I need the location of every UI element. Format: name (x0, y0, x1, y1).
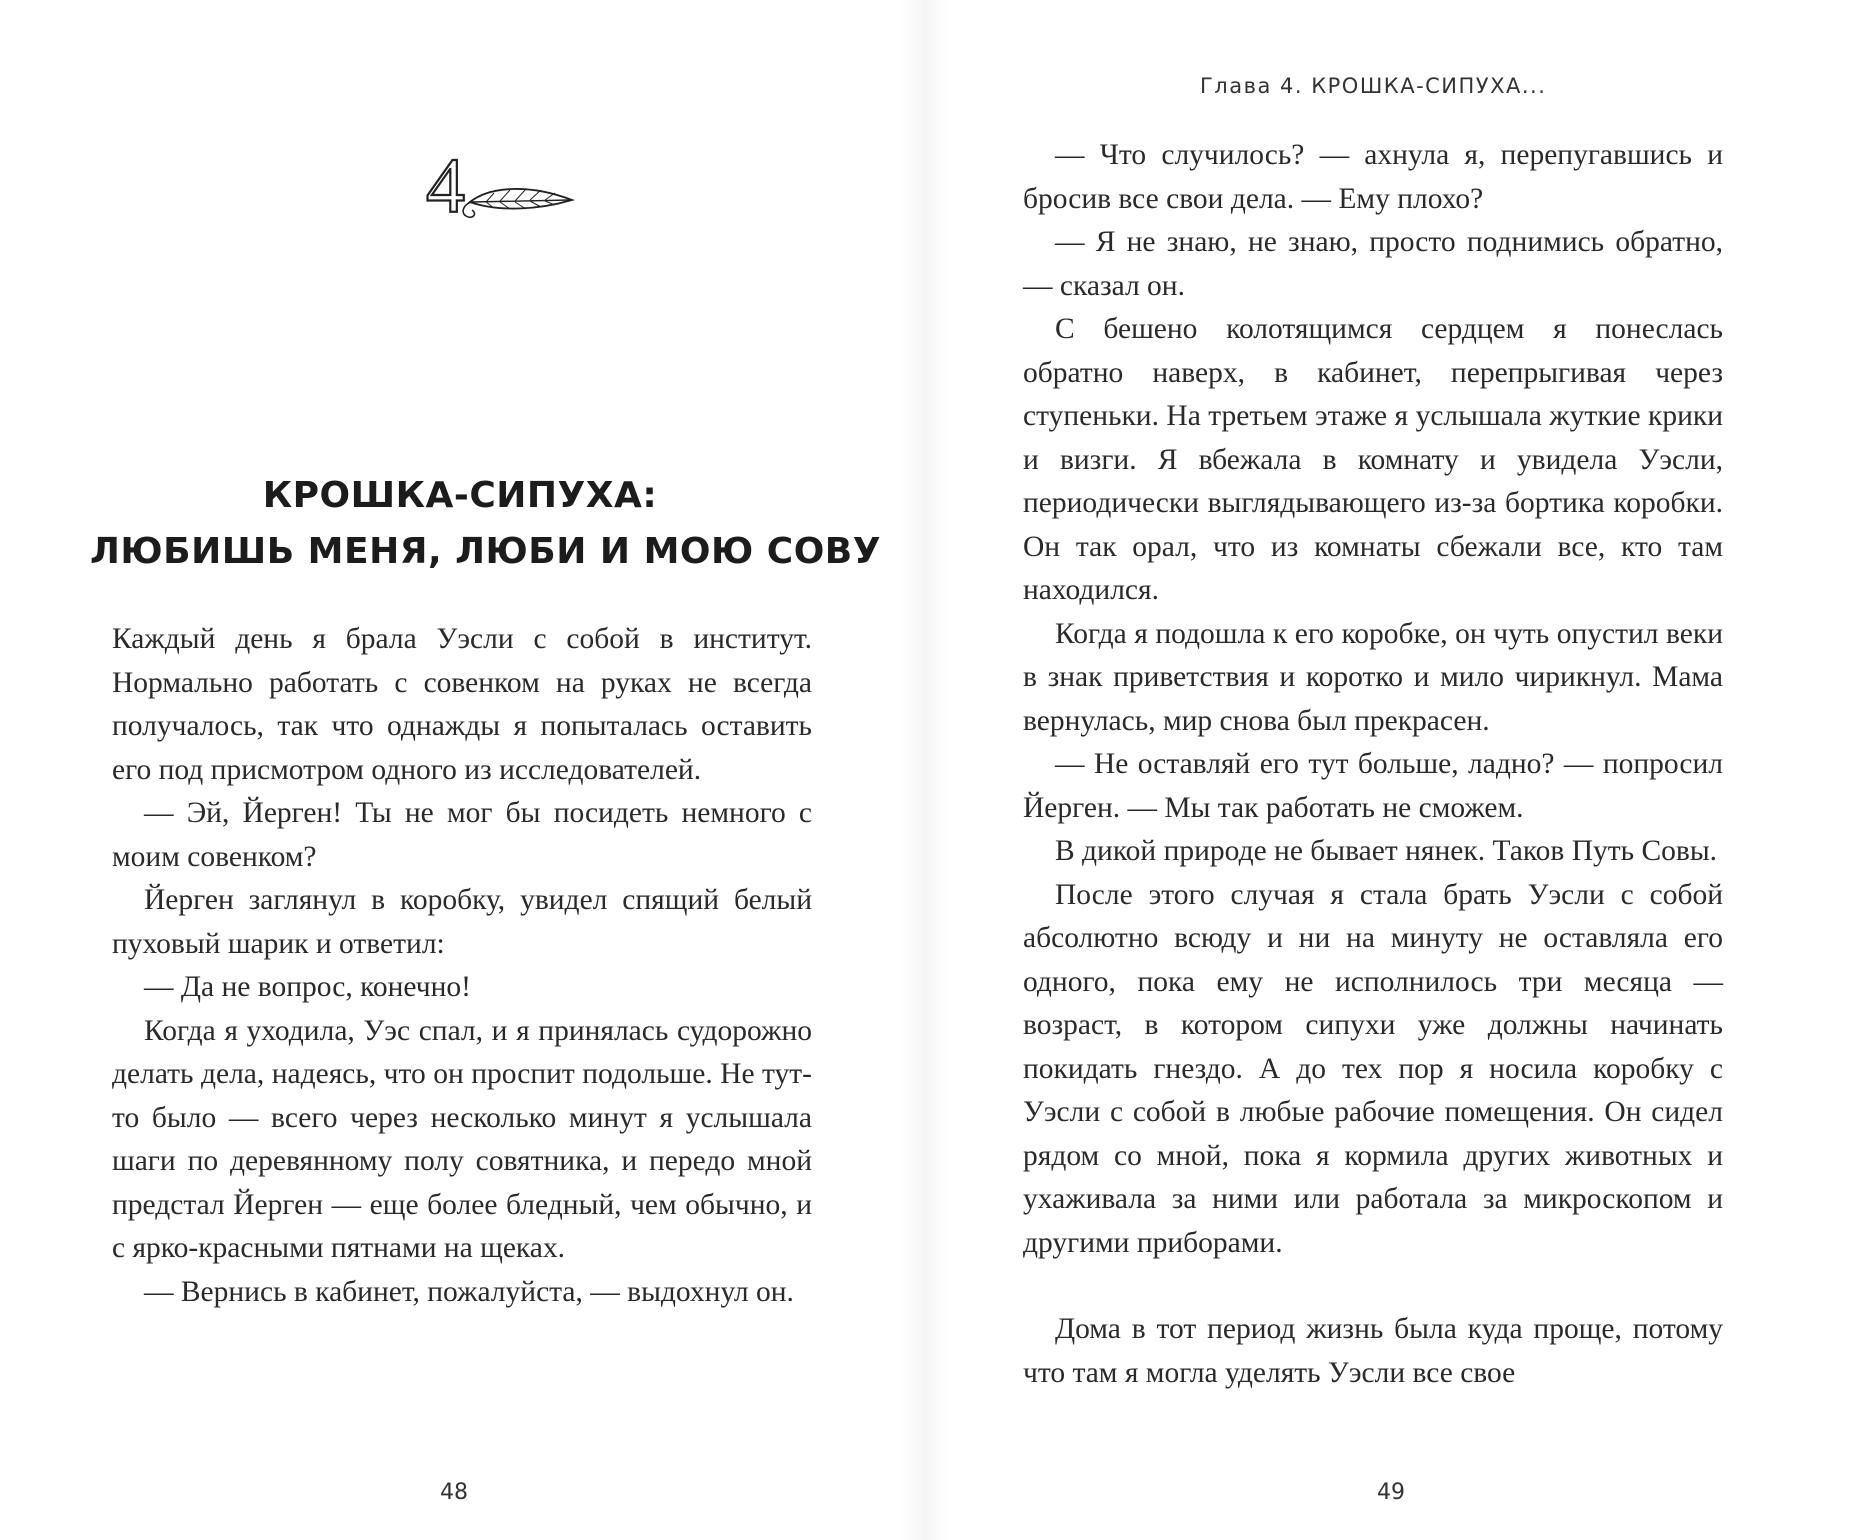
paragraph: — Да не вопрос, конечно! (144, 971, 471, 1003)
paragraph: Дома в тот период жизнь была куда проще, потому что там я могла уделять Уэсли все свое (1023, 1313, 1723, 1389)
paragraph: В дикой природе не бывает нянек. Таков Путь Совы. (1055, 835, 1718, 867)
paragraph: После этого случая я стала брать Уэсли с собой абсолютно всюду и ни на минуту не оставляла его одного, пока ему не исполнилось три месяца — возраст, в котором сипухи уже должны начинать покидать гнездо. А до тех пор я носила коробку с Уэсли с собой в любые рабочие помещения. Он сидел рядом со мной, пока я кормила других животных и ухаживала за ними или работала за микроскопом и другими приборами. (1023, 878, 1723, 1259)
paragraph: Когда я подошла к его коробке, он чуть опустил веки в знак приветствия и коротко и мило чирикнул. Мама вернулась, мир снова был прекрасен. (1023, 617, 1723, 737)
paragraph: Когда я уходила, Уэс спал, и я принялась судорожно делать дела, надеясь, что он проспит подольше. Не тут-то было — всего через несколько минут я услышала шаги по деревянному полу совятника, и передо мной предстал Йерген — еще более бледный, чем обычно, и с ярко-красными пятнами на щеках. (112, 1014, 812, 1264)
running-head: Глава 4. КРОШКА-СИПУХА... (1200, 74, 1547, 98)
page-number: 49 (1377, 1480, 1405, 1505)
chapter-title-line-2: ЛЮБИШЬ МЕНЯ, ЛЮБИ И МОЮ СОВУ (90, 531, 882, 572)
right-page-text (1023, 134, 1723, 1395)
chapter-title (90, 468, 882, 580)
chapter-number: 4 (426, 142, 465, 229)
paragraph: — Эй, Йерген! Ты не мог бы посидеть немного с моим совенком? (112, 797, 812, 873)
paragraph: — Не оставляй его тут больше, ладно? — попросил Йерген. — Мы так работать не сможем. (1023, 748, 1723, 824)
chapter-number-ornament (420, 140, 580, 240)
paragraph: Йерген заглянул в коробку, увидел спящий белый пуховый шарик и ответил: (112, 884, 812, 960)
left-page-text (112, 618, 812, 1314)
paragraph: — Я не знаю, не знаю, просто поднимись обратно, — сказал он. (1023, 226, 1723, 302)
paragraph: — Вернись в кабинет, пожалуйста, — выдохнул он. (144, 1275, 794, 1308)
right-page (925, 0, 1850, 1540)
feather-icon (463, 189, 572, 217)
chapter-title-line-1: КРОШКА-СИПУХА: (262, 475, 658, 516)
paragraph: С бешено колотящимся сердцем я понеслась обратно наверх, в кабинет, перепрыгивая через ступеньки. На третьем этаже я услышала жуткие крики и визги. Я вбежала в комнату и увидела Уэсли, периодически выглядывающего из-за бортика коробки. Он так орал, что из комнаты сбежали все, кто там находился. (1023, 313, 1723, 606)
paragraph: Каждый день я брала Уэсли с собой в институт. Нормально работать с совенком на руках не всегда получалось, так что однажды я попыталась оставить его под присмотром одного из исследователей. (112, 623, 812, 786)
page-number: 48 (440, 1480, 468, 1505)
paragraph: — Что случилось? — ахнула я, перепугавшись и бросив все свои дела. — Ему плохо? (1023, 139, 1723, 215)
